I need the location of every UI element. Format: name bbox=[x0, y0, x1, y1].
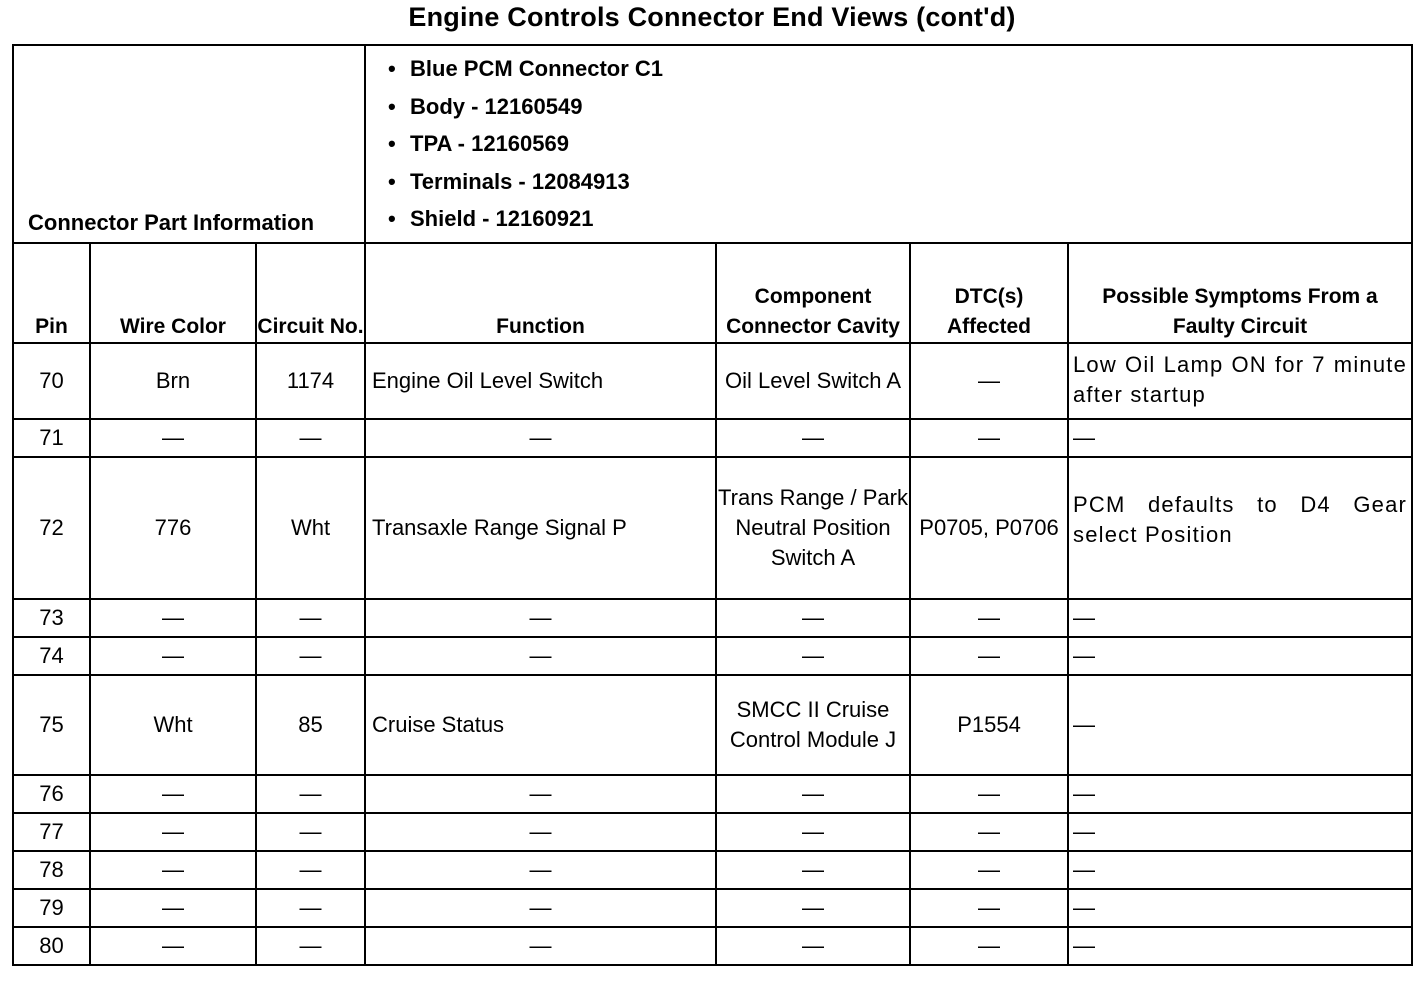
circuit-cell: Wht bbox=[256, 457, 365, 599]
symptoms-cell: — bbox=[1068, 927, 1412, 965]
function-cell: — bbox=[365, 889, 716, 927]
connector-info-item: • Shield - 12160921 bbox=[410, 200, 1411, 238]
table-row bbox=[13, 343, 1412, 419]
circuit-cell: — bbox=[256, 889, 365, 927]
table-row bbox=[13, 599, 1412, 637]
circuit-cell: — bbox=[256, 813, 365, 851]
connector-table bbox=[12, 44, 1413, 966]
symptoms-cell: Low Oil Lamp ON for 7 minute after startup bbox=[1068, 343, 1412, 419]
table-row bbox=[13, 775, 1412, 813]
wire-color-cell: Brn bbox=[90, 343, 256, 419]
circuit-cell: 85 bbox=[256, 675, 365, 775]
dtc-cell: — bbox=[910, 637, 1068, 675]
dtc-cell: — bbox=[910, 813, 1068, 851]
wire-color-cell: — bbox=[90, 813, 256, 851]
function-cell: — bbox=[365, 927, 716, 965]
dtc-cell: — bbox=[910, 775, 1068, 813]
wire-color-cell: — bbox=[90, 889, 256, 927]
bullet-icon: • bbox=[388, 56, 396, 81]
cavity-cell: — bbox=[716, 419, 910, 457]
function-cell: — bbox=[365, 775, 716, 813]
circuit-cell: — bbox=[256, 599, 365, 637]
dtc-cell: — bbox=[910, 851, 1068, 889]
table-row bbox=[13, 419, 1412, 457]
column-header-function: Function bbox=[365, 243, 716, 343]
symptoms-cell: — bbox=[1068, 813, 1412, 851]
connector-info-item: • Blue PCM Connector C1 bbox=[410, 50, 1411, 88]
pin-cell: 76 bbox=[13, 775, 90, 813]
cavity-cell: — bbox=[716, 813, 910, 851]
wire-color-cell: — bbox=[90, 419, 256, 457]
pin-cell: 72 bbox=[13, 457, 90, 599]
column-header-symptoms: Possible Symptoms From a Faulty Circuit bbox=[1068, 243, 1412, 343]
column-header-row bbox=[13, 243, 1412, 343]
cavity-cell: Oil Level Switch A bbox=[716, 343, 910, 419]
symptoms-cell: — bbox=[1068, 889, 1412, 927]
pin-cell: 74 bbox=[13, 637, 90, 675]
pin-cell: 73 bbox=[13, 599, 90, 637]
pin-cell: 75 bbox=[13, 675, 90, 775]
circuit-cell: — bbox=[256, 927, 365, 965]
pin-cell: 79 bbox=[13, 889, 90, 927]
pin-cell: 71 bbox=[13, 419, 90, 457]
function-cell: Transaxle Range Signal P bbox=[365, 457, 716, 599]
symptoms-cell: — bbox=[1068, 599, 1412, 637]
dtc-cell: P1554 bbox=[910, 675, 1068, 775]
bullet-icon: • bbox=[388, 93, 396, 119]
dtc-cell: — bbox=[910, 343, 1068, 419]
column-header-dtc: DTC(s) Affected bbox=[910, 243, 1068, 343]
wire-color-cell: — bbox=[90, 637, 256, 675]
table-row bbox=[13, 851, 1412, 889]
wire-color-cell: — bbox=[90, 599, 256, 637]
connector-info-item: • Terminals - 12084913 bbox=[410, 163, 1411, 201]
bullet-icon: • bbox=[388, 168, 396, 194]
dtc-cell: — bbox=[910, 419, 1068, 457]
function-cell: Engine Oil Level Switch bbox=[365, 343, 716, 419]
function-cell: — bbox=[365, 637, 716, 675]
dtc-cell: — bbox=[910, 599, 1068, 637]
wire-color-cell: — bbox=[90, 851, 256, 889]
cavity-cell: Trans Range / Park Neutral Position Switch A bbox=[716, 457, 910, 599]
dtc-cell: — bbox=[910, 889, 1068, 927]
table-row bbox=[13, 675, 1412, 775]
connector-info-item: • TPA - 12160569 bbox=[410, 125, 1411, 163]
circuit-cell: — bbox=[256, 775, 365, 813]
function-cell: — bbox=[365, 851, 716, 889]
wire-color-cell: 776 bbox=[90, 457, 256, 599]
circuit-cell: 1174 bbox=[256, 343, 365, 419]
connector-info-list bbox=[365, 45, 1412, 243]
circuit-cell: — bbox=[256, 851, 365, 889]
bullet-icon: • bbox=[388, 131, 396, 157]
function-cell: Cruise Status bbox=[365, 675, 716, 775]
bullet-icon: • bbox=[388, 206, 396, 232]
symptoms-cell: — bbox=[1068, 851, 1412, 889]
circuit-cell: — bbox=[256, 637, 365, 675]
column-header-wire-color: Wire Color bbox=[90, 243, 256, 343]
symptoms-cell: — bbox=[1068, 675, 1412, 775]
cavity-cell: SMCC II Cruise Control Module J bbox=[716, 675, 910, 775]
wire-color-cell: — bbox=[90, 927, 256, 965]
cavity-cell: — bbox=[716, 889, 910, 927]
circuit-cell: — bbox=[256, 419, 365, 457]
connector-info-label: Connector Part Information bbox=[13, 45, 365, 243]
wire-color-cell: Wht bbox=[90, 675, 256, 775]
cavity-cell: — bbox=[716, 775, 910, 813]
cavity-cell: — bbox=[716, 637, 910, 675]
function-cell: — bbox=[365, 419, 716, 457]
table-row bbox=[13, 457, 1412, 599]
column-header-circuit: Circuit No. bbox=[256, 243, 365, 343]
table-row bbox=[13, 813, 1412, 851]
pin-cell: 70 bbox=[13, 343, 90, 419]
connector-info-row bbox=[13, 45, 1412, 243]
column-header-cavity: Component Connector Cavity bbox=[716, 243, 910, 343]
dtc-cell: — bbox=[910, 927, 1068, 965]
symptoms-cell: — bbox=[1068, 775, 1412, 813]
cavity-cell: — bbox=[716, 851, 910, 889]
symptoms-cell: — bbox=[1068, 419, 1412, 457]
cavity-cell: — bbox=[716, 599, 910, 637]
column-header-pin: Pin bbox=[13, 243, 90, 343]
function-cell: — bbox=[365, 813, 716, 851]
pin-cell: 80 bbox=[13, 927, 90, 965]
symptoms-cell: PCM defaults to D4 Gear select Position bbox=[1068, 457, 1412, 599]
table-row bbox=[13, 889, 1412, 927]
table-row bbox=[13, 927, 1412, 965]
page-title: Engine Controls Connector End Views (cont'd) bbox=[408, 2, 1016, 32]
pin-cell: 78 bbox=[13, 851, 90, 889]
connector-info-item: • Body - 12160549 bbox=[410, 88, 1411, 126]
wire-color-cell: — bbox=[90, 775, 256, 813]
table-row bbox=[13, 637, 1412, 675]
symptoms-cell: — bbox=[1068, 637, 1412, 675]
pin-cell: 77 bbox=[13, 813, 90, 851]
dtc-cell: P0705, P0706 bbox=[910, 457, 1068, 599]
cavity-cell: — bbox=[716, 927, 910, 965]
function-cell: — bbox=[365, 599, 716, 637]
